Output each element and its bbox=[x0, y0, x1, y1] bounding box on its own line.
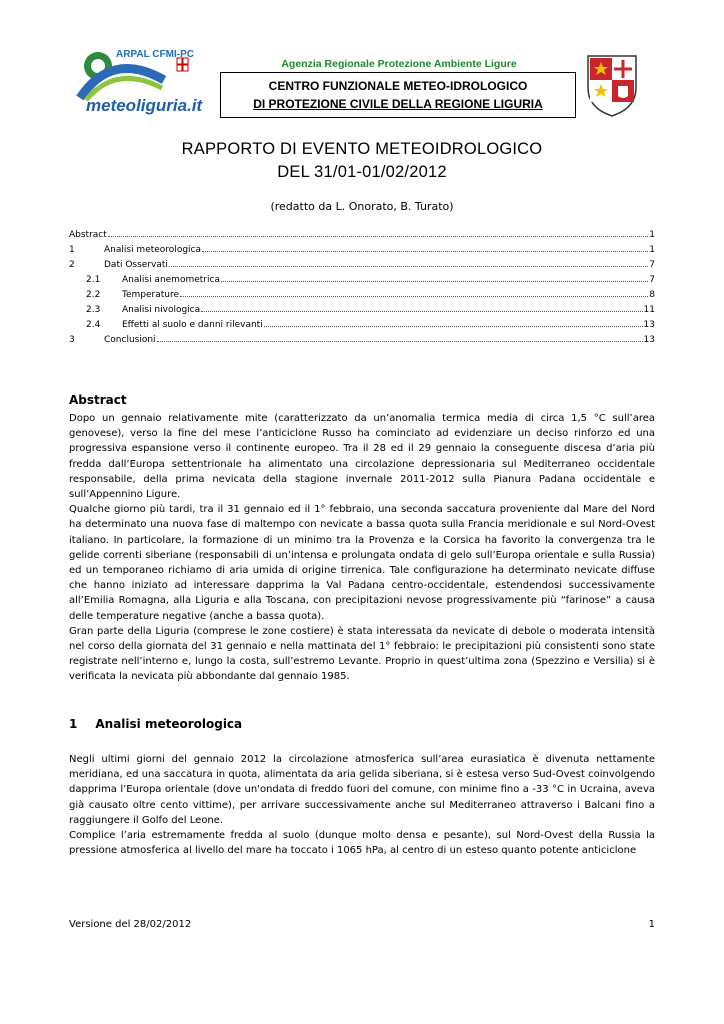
toc-leader bbox=[157, 341, 643, 342]
toc-entry-label: Abstract bbox=[69, 230, 107, 240]
toc-entry-page: 1 bbox=[649, 245, 655, 255]
toc-entry-page: 13 bbox=[643, 335, 655, 345]
report-authors: (redatto da L. Onorato, B. Turato) bbox=[270, 200, 454, 213]
section1-paragraph: Complice l’aria estremamente fredda al suolo (dunque molto densa e pesante), sul Nord-Ovest della Russia la pressione atmosferica al livello del mare ha toccato i 1065 hPa, al centro di un esteso quanto potente anticiclone bbox=[69, 830, 655, 857]
toc-entry-page: 7 bbox=[649, 275, 655, 285]
logo-bottom-text: meteoliguria.it bbox=[86, 96, 203, 115]
section1-number: 1 bbox=[69, 717, 78, 731]
toc-entry-number: 2.1 bbox=[86, 275, 101, 285]
toc-entry-label: Dati Osservati bbox=[104, 260, 168, 270]
toc-leader bbox=[108, 236, 648, 237]
abstract-paragraph: Gran parte della Liguria (comprese le zone costiere) è stata interessata da nevicate di debole o moderata intensità nel corso della giornata del 31 gennaio e nella mattinata del 1° febbraio: le precipitazioni più consistenti sono state registrate nell’interno e, lungo la costa, sull’estremo Levante. Proprio in quest’ultima zona (Spezzino e Versilia) si è verificata la nevicata più abbondante dal gennaio 1985. bbox=[69, 625, 655, 683]
toc-entry-temperature[interactable] bbox=[69, 290, 655, 305]
report-title-line2: DEL 31/01-01/02/2012 bbox=[277, 163, 447, 181]
toc-entry-number: 3 bbox=[69, 335, 75, 345]
toc-entry-page: 13 bbox=[643, 320, 655, 330]
toc-entry-page: 8 bbox=[649, 290, 655, 300]
section1-title: Analisi meteorologica bbox=[95, 717, 243, 731]
toc-entry-number: 2.2 bbox=[86, 290, 101, 300]
abstract-heading: Abstract bbox=[69, 393, 127, 407]
footer-page-number: 1 bbox=[648, 919, 655, 930]
toc-entry-number: 2 bbox=[69, 260, 75, 270]
abstract-paragraph: Dopo un gennaio relativamente mite (caratterizzato da un’anomalia termica media di circa 1,5 °C sull’area genovese), verso la fine del mese l’anticiclone Russo ha cominciato ad evidenziare un deciso rinforzo ed una progressiva espansione verso il continente europeo. Tra il 28 ed il 29 gennaio la conseguente discesa d’aria più fredda dall’Europa settentrionale ha alimentato una circolazione depressionaria sul Mediterraneo occidentale responsabile, della prima nevicata della stagione invernale 2011-2012 sulla Pianura Padana occidentale e sull’Appennino Ligure. bbox=[69, 413, 655, 501]
centre-title-line2: DI PROTEZIONE CIVILE DELLA REGIONE LIGURIA bbox=[253, 97, 543, 111]
section1-body bbox=[69, 752, 655, 858]
toc-entry-label: Effetti al suolo e danni rilevanti bbox=[122, 320, 263, 330]
toc-leader bbox=[221, 281, 648, 282]
toc-leader bbox=[264, 326, 643, 327]
toc-entry-page: 1 bbox=[649, 230, 655, 240]
toc-entry-analisi-anemometrica[interactable] bbox=[69, 275, 655, 290]
toc-entry-label: Analisi anemometrica bbox=[122, 275, 220, 285]
toc-leader bbox=[169, 266, 648, 267]
toc-entry-analisi-meteorologica[interactable] bbox=[69, 245, 655, 260]
toc-entry-label: Conclusioni bbox=[104, 335, 156, 345]
toc-leader bbox=[201, 311, 642, 312]
abstract-paragraph: Qualche giorno più tardi, tra il 31 gennaio ed il 1° febbraio, una seconda saccatura proveniente dal Mare del Nord ha determinato una nuova fase di maltempo con nevicate a bassa quota sulla Francia meridionale e sul Nord-Ovest italiano. In particolare, la formazione di un minimo tra la Provenza e la Corsica ha favorito la convergenza tra le gelide correnti siberiane (responsabili di un’intensa e prolungata ondata di gelo sull’Europa orientale e sulla Russia) ed un temporaneo richiamo di aria umida di origine tirrenica. Tale configurazione ha determinato nevicate diffuse che hanno iniziato ad interessare dapprima la Val Padana centro-occidentale, estendendosi successivamente all’Emilia Romagna, alla Liguria e alla Toscana, con precipitazioni nevose progressivamente più “farinose” a causa delle temperature negative (anche a bassa quota). bbox=[69, 504, 655, 622]
abstract-body bbox=[69, 411, 655, 685]
agency-name: Agenzia Regionale Protezione Ambiente Ligure bbox=[281, 58, 517, 70]
toc-entry-dati-osservati[interactable] bbox=[69, 260, 655, 275]
toc-entry-page: 7 bbox=[649, 260, 655, 270]
toc-entry-number: 1 bbox=[69, 245, 75, 255]
toc-leader bbox=[180, 296, 648, 297]
table-of-contents bbox=[69, 230, 655, 350]
toc-leader bbox=[202, 251, 648, 252]
toc-entry-abstract[interactable] bbox=[69, 230, 655, 245]
toc-entry-number: 2.3 bbox=[86, 305, 101, 315]
toc-entry-label: Analisi nivologica bbox=[122, 305, 201, 315]
toc-entry-number: 2.4 bbox=[86, 320, 101, 330]
toc-entry-effetti-al-suolo[interactable] bbox=[69, 320, 655, 335]
toc-entry-page: 11 bbox=[643, 305, 655, 315]
logo-top-text: ARPAL CFMI-PC bbox=[116, 49, 194, 60]
report-title bbox=[60, 138, 664, 184]
section1-paragraph: Negli ultimi giorni del gennaio 2012 la circolazione atmosferica sull’area eurasiatica è divenuta nettamente meridiana, ed una saccatura in quota, alimentata da aria gelida siberiana, si è estesa verso Sud-Ovest coinvolgendo dapprima l’Europa orientale (dove un'ondata di freddo fuori del comune, con minime fino a -33 °C in Ucraina, aveva già causato oltre cento vittime), per arrivare successivamente anche sul Mediterraneo attraverso i Balcani fino a raggiungere il Golfo del Leone. bbox=[69, 754, 655, 826]
toc-entry-label: Temperature bbox=[122, 290, 180, 300]
arpal-meteoliguria-logo bbox=[72, 40, 202, 122]
section1-heading bbox=[69, 717, 242, 731]
centre-title-box bbox=[220, 72, 576, 118]
footer-version: Versione del 28/02/2012 bbox=[69, 919, 192, 930]
report-title-line1: RAPPORTO DI EVENTO METEOIDROLOGICO bbox=[181, 140, 543, 158]
regione-liguria-crest-icon bbox=[584, 50, 640, 118]
toc-entry-conclusioni[interactable] bbox=[69, 335, 655, 350]
centre-title-line1: CENTRO FUNZIONALE METEO-IDROLOGICO bbox=[268, 79, 528, 93]
toc-entry-analisi-nivologica[interactable] bbox=[69, 305, 655, 320]
toc-entry-label: Analisi meteorologica bbox=[104, 245, 201, 255]
